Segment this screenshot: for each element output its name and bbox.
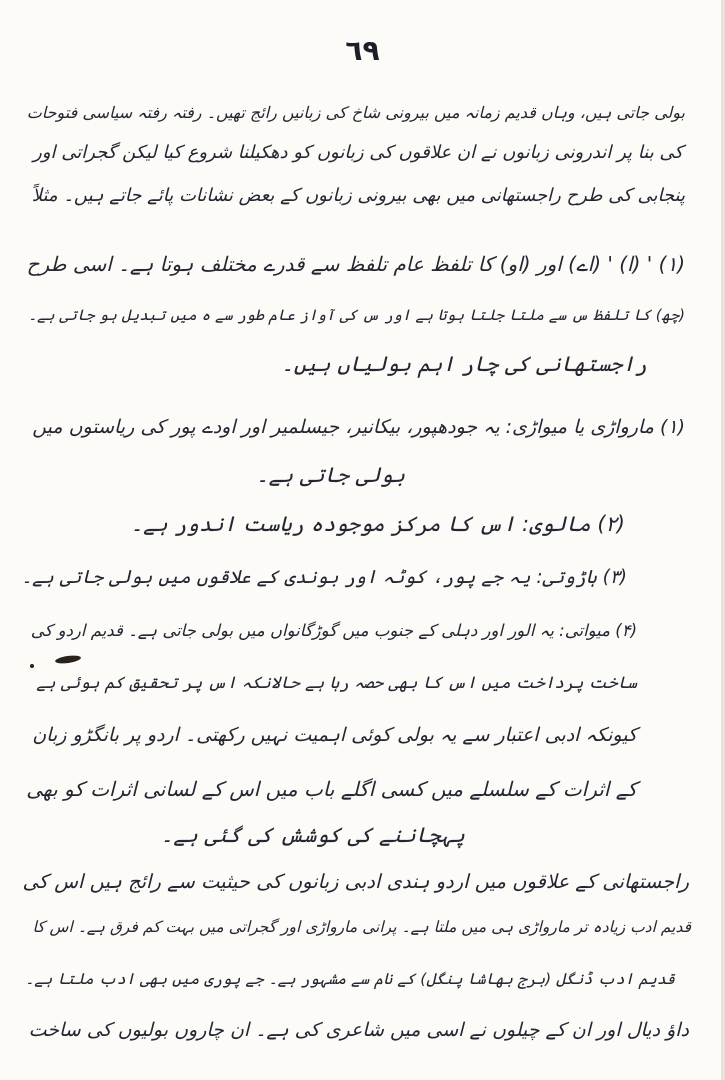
page-number: ٦٩ [345,34,380,67]
text-line: بولی جاتی ہے۔ [256,463,405,487]
text-line: (۴) میواتی: یہ الور اور دہلی کے جنوب میں گوڑگانواں میں بولی جاتی ہے۔ قدیم اردو کی [30,621,637,640]
page-edge [721,0,725,1080]
text-line: (۱) ' (ا) ' (اے) اور (او) کا تلفظ عام تلفظ سے قدرے مختلف ہوتا ہے۔ اسی طرح [26,252,685,276]
text-line: (۲) مالوی: اس کا مرکز موجودہ ریاست اندور ہے۔ [130,512,625,536]
ink-dot [30,664,34,668]
text-line: پہچاننے کی کوشش کی گئی ہے۔ [160,823,465,847]
text-line: داؤ دیال اور ان کے چیلوں نے اسی میں شاعری کی ہے۔ ان چاروں بولیوں کی ساخت [28,1019,689,1041]
text-line: کی بنا پر اندرونی زبانوں نے ان علاقوں کی زبانوں کو دھکیلنا شروع کیا لیکن گجراتی اور [33,142,683,163]
text-line: (چھ) کا تلفظ س سے ملتا جلتا ہوتا ہے اور س کی آواز عام طور سے ہ میں تبدیل ہو جاتی ہے۔ [28,306,685,324]
text-line: (۱) مارواڑی یا میواڑی: یہ جودھپور، بیکانیر، جیسلمیر اور اودے پور کی ریاستوں میں [32,416,685,438]
text-line: (۳) ہاڑوتی: یہ جے پور، کوٹہ اور بوندی کے علاقوں میں بولی جاتی ہے۔ [21,567,627,588]
text-line: پنجابی کی طرح راجستھانی میں بھی بیرونی زبانوں کے بعض نشانات پائے جاتے ہیں۔ مثلاً [31,185,685,206]
text-line: ساخت پرداخت میں اس کا بھی حصہ رہا ہے حالانکہ اس پر تحقیق کم ہوئی ہے [36,673,637,692]
text-line: کے اثرات کے سلسلے میں کسی اگلے باب میں اس کے لسانی اثرات کو بھی [26,777,637,801]
text-line: بولی جاتی ہیں، وہاں قدیم زمانہ میں بیرونی شاخ کی زبانیں رائج تھیں۔ رفتہ رفتہ سیاسی فتوحات [26,103,685,122]
text-line: راجستھانی کی چار اہم بولیاں ہیں۔ [281,352,647,376]
text-line: قدیم ادب ڈنگل (برج بھاشا پنگل) کے نام سے مشہور ہے۔ جے پوری میں بھی ادب ملتا ہے۔ [25,970,675,988]
text-line: راجستھانی کے علاقوں میں اردو ہندی ادبی زبانوں کی حیثیت سے رائج ہیں اس کی [22,870,689,893]
text-line: کیونکہ ادبی اعتبار سے یہ بولی کوئی اہمیت نہیں رکھتی۔ اردو پر بانگڑو زبان [32,724,637,746]
text-line: قدیم ادب زیادہ تر مارواڑی ہی میں ملتا ہے۔ پرانی مارواڑی اور گجراتی میں بہت کم فرق ہے۔ اس کا [32,918,691,936]
ink-mark [55,654,82,665]
